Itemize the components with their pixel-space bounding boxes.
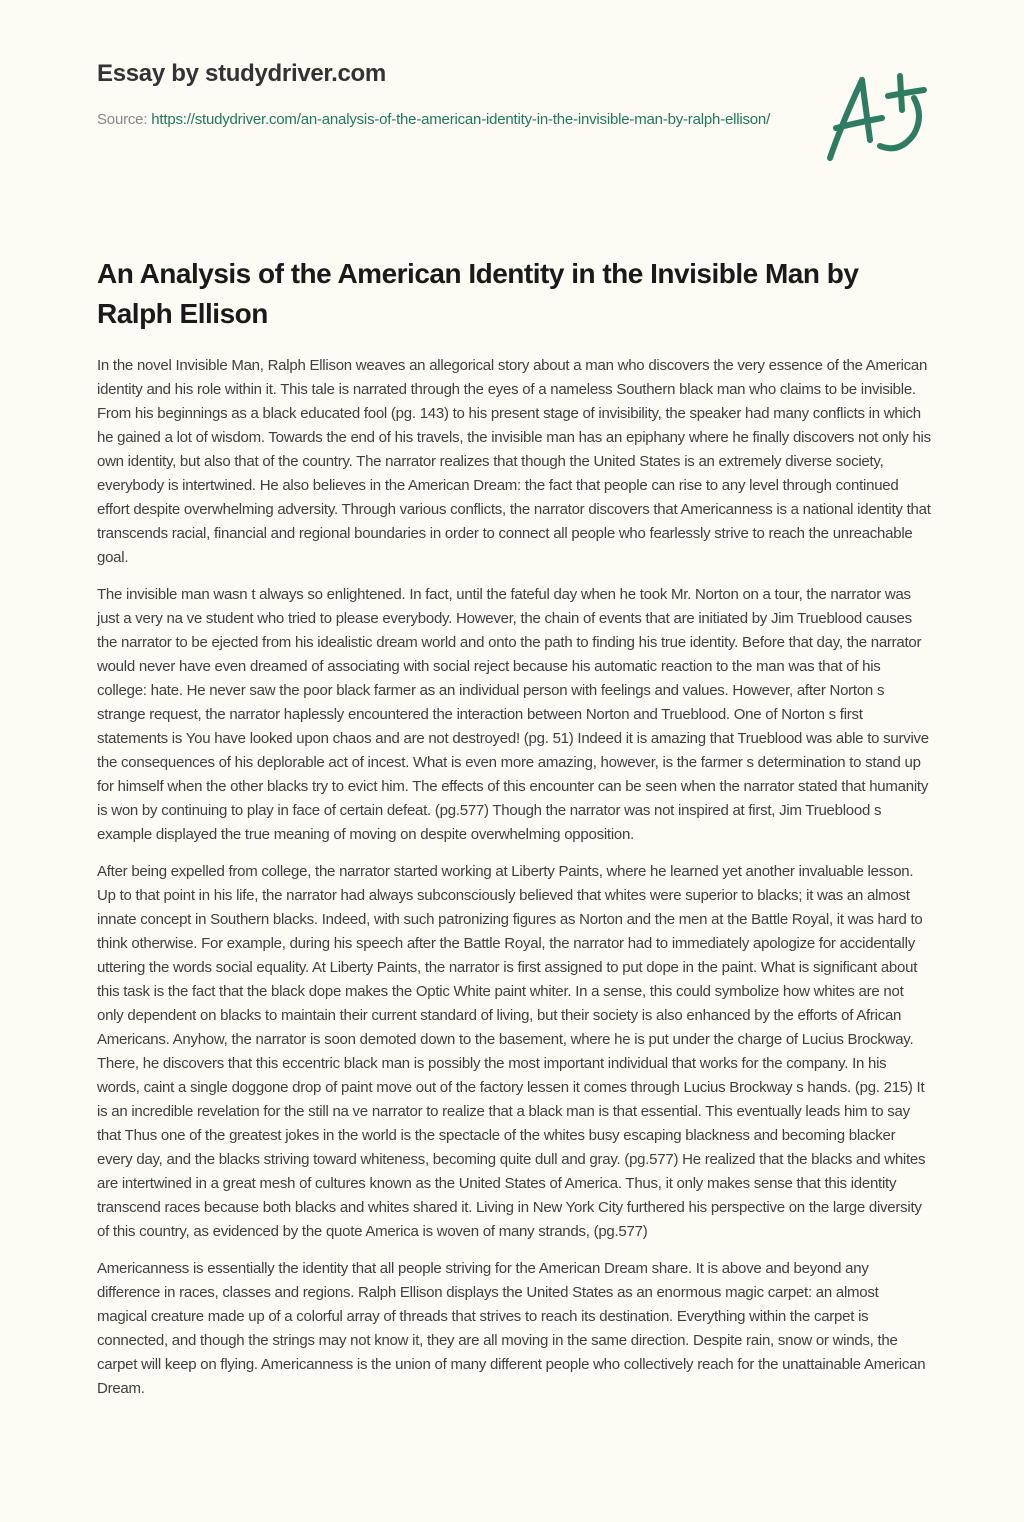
paragraph: After being expelled from college, the narrator started working at Liberty Paints, where he learned yet another invaluable lesson. Up to that point in his life, the narrator had always subconsciously believed that whites were superior to blacks; it was an almost innate concept in Southern blacks. Indeed, with such patronizing figures as Norton and the men at the Battle Royal, it was hard to think otherwise. For example, during his speech after the Battle Royal, the narrator had to immediately apologize for accidentally uttering the words social equality. At Liberty Paints, the narrator is first assigned to put dope in the paint. What is significant about this task is the fact that the black dope makes the Optic White paint whiter. In a sense, this could symbolize how whites are not only dependent on blacks to maintain their current standard of living, but their society is also enhanced by the efforts of African Americans. Anyhow, the narrator is soon demoted down to the basement, where he is put under the charge of Lucius Brockway. There, he discovers that this eccentric black man is possibly the most important individual that works for the company. In his words, caint a single doggone drop of paint move out of the factory lessen it comes through Lucius Brockway s hands. (pg. 215) It is an incredible revelation for the still na ve narrator to realize that a black man is that essential. This eventually leads him to say that Thus one of the greatest jokes in the world is the spectacle of the whites busy escaping blackness and becoming blacker every day, and the blacks striving toward whiteness, becoming quite dull and gray. (pg.577) He realized that the blacks and whites are intertwined in a great mesh of cultures known as the United States of America. Thus, it only makes sense that this identity transcend races because both blacks and whites shared it. Living in New York City furthered his perspective on the large diversity of this country, as evidenced by the quote America is woven of many strands, (pg.577) [97,863,926,1240]
a-plus-grade-icon [820,68,930,168]
source-line [97,108,777,132]
paragraph: Americanness is essentially the identity that all people striving for the American Dream share. It is above and beyond any difference in races, classes and regions. Ralph Ellison displays the United States as an enormous magic carpet: an almost magical creature made up of a colorful array of threads that strives to reach its destination. Everything within the carpet is connected, and though the strings may not know it, they are all moving in the same direction. Despite rain, snow or winds, the carpet will keep on flying. Americanness is the union of many different people who collectively reach for the unattainable American Dream. [97,1260,926,1397]
source-label: Source: [97,111,152,128]
document-title: An Analysis of the American Identity in the Invisible Man by Ralph Ellison [97,258,859,329]
essay-body [97,354,932,1414]
paragraph: The invisible man wasn t always so enlightened. In fact, until the fateful day when he took Mr. Norton on a tour, the narrator was just a very na ve student who tried to please everybody. However, the chain of events that are initiated by Jim Trueblood causes the narrator to be ejected from his idealistic dream world and onto the path to finding his true identity. Before that day, the narrator would never have even dreamed of associating with social reject because his automatic reaction to the man was that of his college: hate. He never saw the poor black farmer as an individual person with feelings and values. However, after Norton s strange request, the narrator haplessly encountered the interaction between Norton and Trueblood. One of Norton s first statements is You have looked upon chaos and are not destroyed! (pg. 51) Indeed it is amazing that Trueblood was able to survive the consequences of his deplorable act of incest. What is even more amazing, however, is the farmer s determination to stand up for himself when the other blacks try to evict him. The effects of this encounter can be seen when the narrator stated that humanity is won by continuing to play in face of certain defeat. (pg.577) Though the narrator was not inspired at first, Jim Trueblood s example displayed the true meaning of moving on despite overwhelming opposition. [97,586,929,843]
paragraph: In the novel Invisible Man, Ralph Ellison weaves an allegorical story about a man who discovers the very essence of the American identity and his role within it. This tale is narrated through the eyes of a nameless Southern black man who claims to be invisible. From his beginnings as a black educated fool (pg. 143) to his present stage of invisibility, the speaker had many conflicts in which he gained a lot of wisdom. Towards the end of his travels, the invisible man has an epiphany where he finally discovers not only his own identity, but also that of the country. The narrator realizes that though the United States is an extremely diverse society, everybody is intertwined. He also believes in the American Dream: the fact that people can rise to any level through continued effort despite overwhelming adversity. Through various conflicts, the narrator discovers that Americanness is a national identity that transcends racial, financial and regional boundaries in order to connect all people who fearlessly strive to reach the unreachable goal. [97,357,931,566]
source-link[interactable]: https://studydriver.com/an-analysis-of-the-american-identity-in-the-invisible-man-by-ralph-ellison/ [151,111,771,128]
page-header [0,0,1024,200]
brand-title: Essay by studydriver.com [97,60,386,87]
